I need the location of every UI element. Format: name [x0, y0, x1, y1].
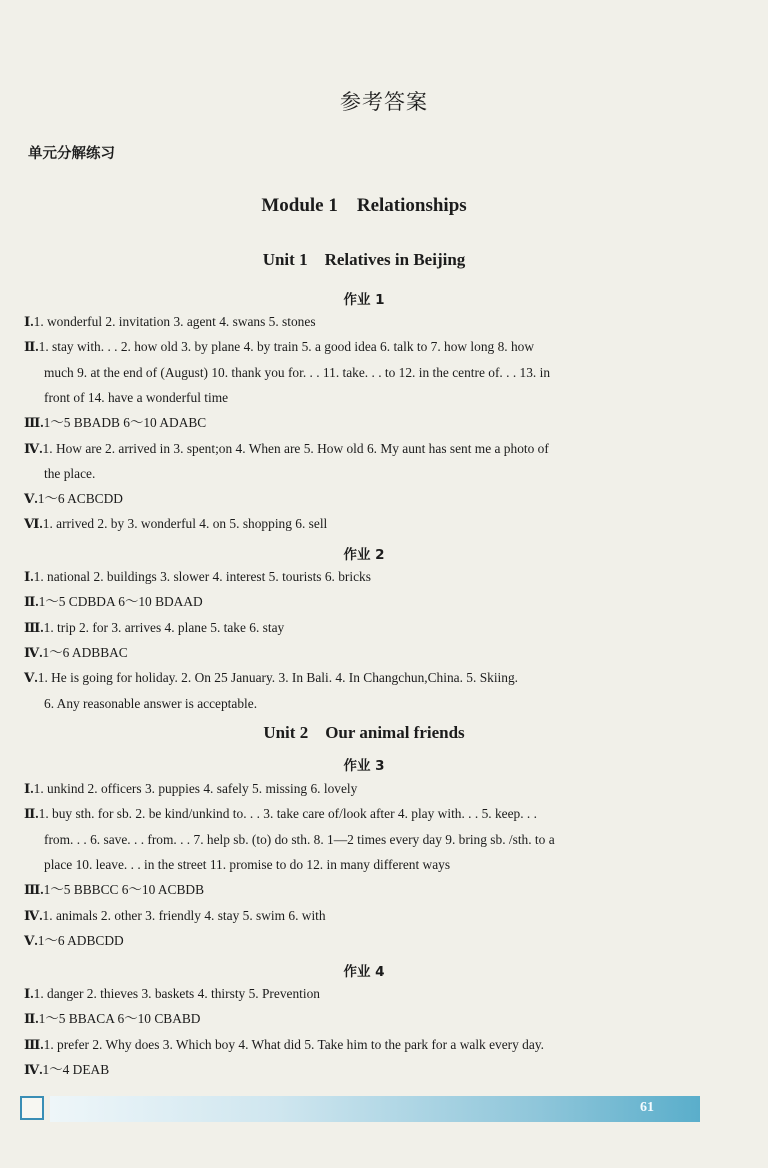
- answer-line: [24, 620, 714, 636]
- answer-text: 1. He is going for holiday. 2. On 25 January. 3. In Bali. 4. In Changchun,China. 5. Skiing.: [37, 670, 519, 686]
- answer-line: [44, 857, 734, 873]
- answer-text: 1. How are 2. arrived in 3. spent;on 4. When are 5. How old 6. My aunt has sent me a photo of: [42, 440, 549, 456]
- answer-text: 1. trip 2. for 3. arrives 4. plane 5. take 6. stay: [43, 619, 285, 635]
- section-heading: 单元分解练习: [28, 146, 115, 162]
- hw1-heading: 作业 1: [343, 292, 385, 308]
- question-numeral: Ⅱ.: [24, 1011, 39, 1027]
- question-numeral: Ⅰ.: [24, 314, 34, 329]
- answer-line: [44, 390, 734, 406]
- answer-line: [24, 806, 714, 822]
- answer-line: [24, 314, 714, 330]
- answer-text: 1～5 CDBDA 6～10 BDAAD: [38, 594, 203, 610]
- answer-line: [24, 933, 714, 949]
- question-numeral: Ⅵ.: [24, 516, 43, 532]
- answer-text: 1. buy sth. for sb. 2. be kind/unkind to. . . 3. take care of/look after 4. play with. . . 5. keep. . .: [38, 806, 537, 822]
- answer-line: [24, 1011, 714, 1027]
- answer-text: from. . . 6. save. . . from. . . 7. help sb. (to) do sth. 8. 1—2 times every day 9. bring sb. /sth. to a: [44, 831, 555, 847]
- page-number: 61: [640, 1100, 654, 1115]
- answer-text: 1. unkind 2. officers 3. puppies 4. safely 5. missing 6. lovely: [33, 781, 358, 796]
- question-numeral: Ⅴ.: [24, 932, 38, 948]
- answer-line: [24, 670, 714, 686]
- answer-line: [24, 415, 714, 431]
- question-numeral: Ⅱ.: [24, 594, 39, 610]
- question-numeral: Ⅴ.: [24, 670, 38, 686]
- answer-text: 1～5 BBADB 6～10 ADABC: [43, 415, 207, 431]
- question-numeral: Ⅳ.: [24, 440, 43, 456]
- answer-line: [24, 441, 714, 457]
- unit2-heading: Unit 2 Our animal friends: [263, 723, 465, 742]
- question-numeral: Ⅱ.: [24, 339, 39, 355]
- question-numeral: Ⅴ.: [24, 491, 38, 507]
- question-numeral: Ⅱ.: [24, 806, 39, 822]
- answer-text: 1. arrived 2. by 3. wonderful 4. on 5. shopping 6. sell: [42, 516, 328, 532]
- hw2-heading: 作业 2: [343, 547, 385, 563]
- answer-text: 1. stay with. . . 2. how old 3. by plane 4. by train 5. a good idea 6. talk to 7. how long 8. how: [38, 339, 535, 355]
- question-numeral: Ⅲ.: [24, 619, 44, 635]
- answer-line: [24, 1037, 714, 1053]
- page-title: 参考答案: [340, 90, 428, 114]
- question-numeral: Ⅲ.: [24, 1036, 44, 1052]
- footer-square-icon: [20, 1096, 44, 1120]
- answer-text: 1. danger 2. thieves 3. baskets 4. thirsty 5. Prevention: [33, 986, 320, 1001]
- question-numeral: Ⅳ.: [24, 907, 43, 923]
- answer-text: 1. prefer 2. Why does 3. Which boy 4. What did 5. Take him to the park for a walk every day.: [43, 1036, 544, 1052]
- answer-text: 6. Any reasonable answer is acceptable.: [44, 695, 258, 711]
- question-numeral: Ⅰ.: [24, 569, 34, 584]
- answer-text: 1～6 ACBCDD: [37, 491, 123, 507]
- answer-line: [24, 908, 714, 924]
- question-numeral: Ⅲ.: [24, 415, 44, 431]
- answer-text: the place.: [44, 465, 96, 481]
- answer-text: 1. animals 2. other 3. friendly 4. stay 5. swim 6. with: [42, 907, 326, 923]
- answer-text: front of 14. have a wonderful time: [44, 389, 229, 405]
- answer-text: 1～4 DEAB: [42, 1061, 110, 1077]
- answer-line: [24, 781, 714, 797]
- module-heading: Module 1 Relationships: [261, 195, 467, 216]
- hw3-heading: 作业 3: [343, 758, 385, 774]
- answer-line: [24, 516, 714, 532]
- answer-line: [44, 466, 734, 482]
- footer-bar: [50, 1096, 700, 1122]
- answer-text: 1～5 BBACA 6～10 CBABD: [38, 1011, 201, 1027]
- answer-text: 1～6 ADBCDD: [37, 932, 124, 948]
- answer-line: [24, 645, 714, 661]
- hw4-heading: 作业 4: [343, 964, 385, 980]
- answer-line: [44, 696, 734, 712]
- answer-text: much 9. at the end of (August) 10. thank you for. . . 11. take. . . to 12. in the centre of. . . 13. in: [44, 364, 551, 380]
- answer-text: 1～5 BBBCC 6～10 ACBDB: [43, 882, 205, 898]
- answer-text: place 10. leave. . . in the street 11. promise to do 12. in many different ways: [44, 856, 451, 872]
- answer-line: [24, 1062, 714, 1078]
- answer-text: 1. national 2. buildings 3. slower 4. interest 5. tourists 6. bricks: [33, 569, 371, 584]
- answer-line: [44, 365, 734, 381]
- answer-line: [44, 832, 734, 848]
- question-numeral: Ⅰ.: [24, 781, 34, 796]
- answer-line: [24, 594, 714, 610]
- question-numeral: Ⅳ.: [24, 1061, 43, 1077]
- question-numeral: Ⅰ.: [24, 986, 34, 1001]
- answer-line: [24, 491, 714, 507]
- answer-line: [24, 339, 714, 355]
- answer-text: 1. wonderful 2. invitation 3. agent 4. swans 5. stones: [33, 314, 316, 329]
- question-numeral: Ⅲ.: [24, 882, 44, 898]
- answer-line: [24, 569, 714, 585]
- answer-line: [24, 882, 714, 898]
- answer-text: 1～6 ADBBAC: [42, 644, 128, 660]
- question-numeral: Ⅳ.: [24, 644, 43, 660]
- answer-line: [24, 986, 714, 1002]
- unit1-heading: Unit 1 Relatives in Beijing: [262, 250, 466, 269]
